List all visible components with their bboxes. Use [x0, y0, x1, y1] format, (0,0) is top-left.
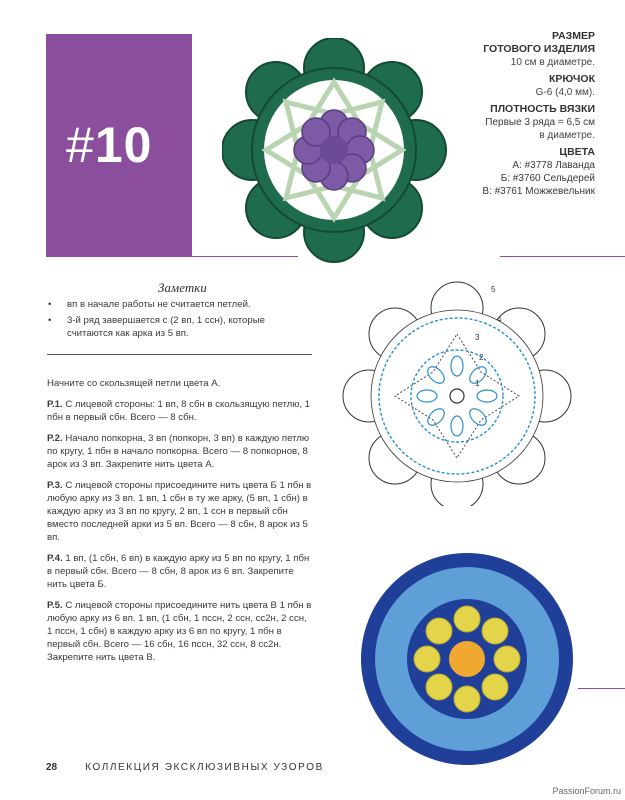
page-footer: [46, 762, 324, 773]
diagram-row-label: 1: [475, 379, 480, 388]
row-text: С лицевой стороны присоедините нить цвета Б 1 пбн в любую арку из 3 вп. 1 вп, 1 сбн в ту же арку, (5 вп, 1 сбн) в каждую арку из 3 вп по кругу, 2 вп, 1 ссн в первый сбн вместо последней арки из 5 вп. Всего — 8 сбн, 8 арок из 5 вп.: [47, 480, 312, 543]
info-heading: ЦВЕТА: [559, 146, 595, 158]
motif-photo-blue: [356, 548, 578, 770]
pattern-info: [375, 30, 595, 198]
info-heading: РАЗМЕР: [552, 30, 595, 42]
row-instruction: [47, 398, 312, 424]
info-value: 10 см в диаметре.: [510, 57, 595, 68]
watermark: PassionForum.ru: [552, 786, 621, 796]
info-heading: КРЮЧОК: [548, 73, 595, 85]
diagram-row-label: 5: [491, 285, 496, 294]
row-label: Р.5.: [47, 600, 63, 611]
info-value: в диаметре.: [539, 130, 595, 141]
row-instruction: [47, 552, 312, 591]
book-title: КОЛЛЕКЦИЯ ЭКСКЛЮЗИВНЫХ УЗОРОВ: [85, 762, 324, 773]
info-value: В: #3761 Можжевельник: [482, 186, 595, 197]
info-value: Первые 3 ряда = 6,5 см: [485, 117, 595, 128]
notes-divider: [47, 354, 312, 355]
notes-title: Заметки: [158, 280, 207, 295]
row-text: 1 вп, (1 сбн, 6 вп) в каждую арку из 5 вп по кругу, 1 пбн в первый сбн. Всего — 8 сбн, 8 арок из 6 вп. Закрепите нить цвета Б.: [47, 553, 310, 590]
row-label: Р.2.: [47, 433, 63, 444]
diagram-row-label: 4: [497, 315, 502, 324]
crochet-chart: [342, 276, 572, 506]
diagram-row-label: 3: [475, 333, 480, 342]
row-text: Начало попкорна, 3 вп (попкорн, 3 вп) в каждую петлю по кругу, 1 пбн в начало попкорна. Всего — 8 попкорнов, 8 арок из 3 вп. Закрепите нить цвета А.: [47, 433, 310, 470]
note-item: • 3-й ряд завершается с (2 вп, 1 ссн), которые считаются как арка из 5 вп.: [48, 314, 313, 340]
top-divider-right: [500, 256, 625, 257]
row-instruction: [47, 599, 312, 664]
intro-text: Начните со скользящей петли цвета А.: [47, 378, 221, 389]
info-heading: ГОТОВОГО ИЗДЕЛИЯ: [483, 43, 595, 55]
info-value: А: #3778 Лаванда: [512, 160, 595, 171]
row-text: С лицевой стороны: 1 вп, 8 сбн в скользящую петлю, 1 пбн в первый сбн. Всего — 8 сбн.: [47, 399, 311, 423]
row-instruction: [47, 432, 312, 471]
row-label: Р.1.: [47, 399, 63, 410]
row-label: Р.3.: [47, 480, 63, 491]
right-divider: [578, 688, 625, 689]
instructions: [47, 377, 312, 672]
row-instruction: [47, 479, 312, 544]
page-number: 28: [46, 762, 58, 773]
row-label: Р.4.: [47, 553, 63, 564]
diagram-row-label: 2: [479, 353, 484, 362]
info-heading: ПЛОТНОСТЬ ВЯЗКИ: [490, 103, 595, 115]
info-value: Б: #3760 Сельдерей: [500, 173, 595, 184]
note-item: • вп в начале работы не считается петлей.: [48, 298, 313, 311]
row-text: С лицевой стороны присоедините нить цвета В 1 пбн в любую арку из 6 вп. 1 вп, (1 сбн, 1 пссн, 2 ссн, сс2н, 2 ссн, 1 пссн, 1 сбн) в каждую арку из 6 вп по кругу, 1 пбн в первый сбн. Всего — 16 сбн, 16 пссн, 32 ссн, 8 сс2н. Закрепите нить цвета В.: [47, 600, 312, 663]
pattern-number: #10: [66, 117, 153, 173]
notes-list: [48, 298, 313, 343]
info-value: G-6 (4,0 мм).: [535, 87, 595, 98]
